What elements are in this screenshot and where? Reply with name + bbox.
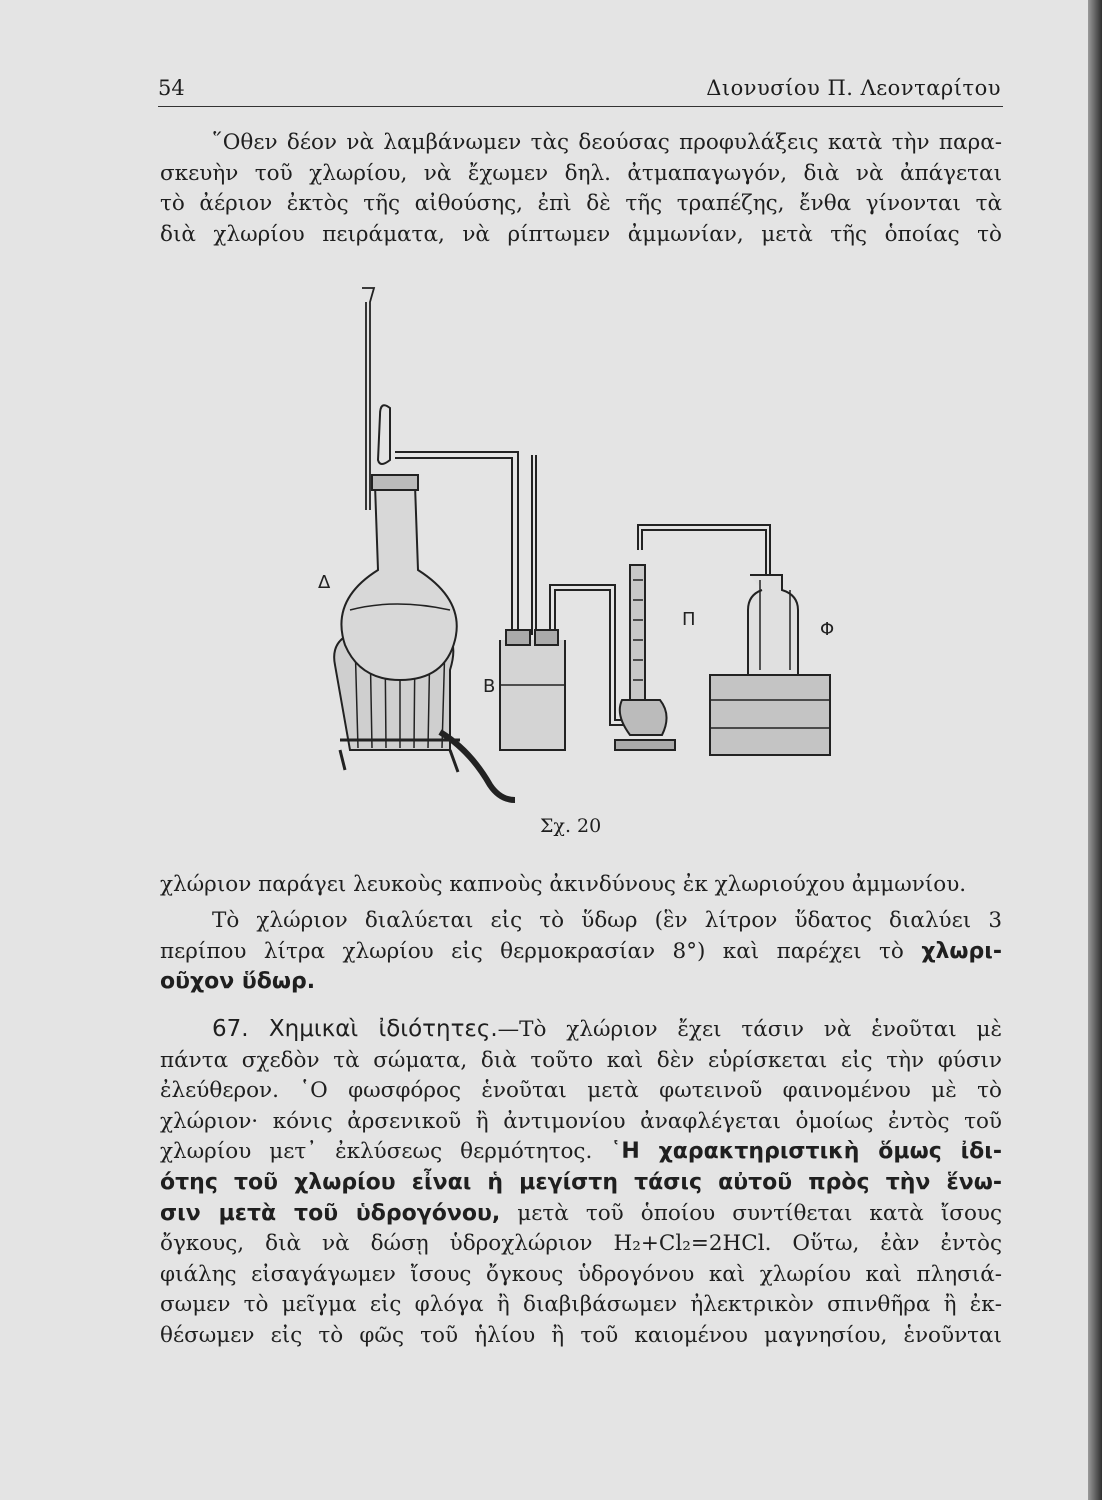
text-line: διὰ χλωρίου πειράματα, νὰ ρίπτωμεν ἀμμωνίαν, μετὰ τῆς ὁποίας τὸ — [160, 221, 1002, 247]
text-line — [160, 937, 1002, 968]
chlorine-apparatus-figure — [300, 280, 860, 820]
paragraph-4 — [160, 1014, 1002, 1352]
text-line: τὸ ἀέριον ἐκτὸς τῆς αἰθούσης, ἐπὶ δὲ τῆς τραπέζης, ἔνθα γίνονται τὰ — [160, 191, 1002, 217]
text-line: σωμεν τὸ μεῖγμα εἰς φλόγα ἢ διαβιβάσωμεν ἠλεκτρικὸν σπινθῆρα ἢ ἐκ- — [160, 1292, 1002, 1318]
text-line — [160, 1137, 1002, 1168]
bold-term: χλωρι- — [921, 938, 1002, 964]
bold-text: σιν μετὰ τοῦ ὑδρογόνου, — [160, 1200, 501, 1226]
text-line: σκευὴν τοῦ χλωρίου, νὰ ἔχωμεν δηλ. ἀτμαπαγωγόν, διὰ νὰ ἀπάγεται — [160, 160, 1002, 186]
figure-caption: Σχ. 20 — [540, 815, 602, 837]
page-header — [158, 72, 1003, 107]
bold-term: οῦχον ὕδωρ. — [160, 969, 316, 995]
paragraph-2 — [160, 870, 1002, 901]
text-segment: περίπου λίτρα χλωρίου εἰς θερμοκρασίαν 8°) καὶ παρέχει τὸ — [160, 938, 922, 964]
text-line: Τὸ χλώριον διαλύεται εἰς τὸ ὕδωρ (ἓν λίτρον ὕδατος διαλύει 3 — [212, 908, 1002, 933]
text-segment: μετὰ τοῦ ὁποίου συντίθεται κατὰ ἴσους — [500, 1200, 1003, 1226]
label-tower: Π — [682, 609, 696, 630]
text-line: ὄγκους, διὰ νὰ δώσῃ ὑδροχλώριον H₂+Cl₂=2HCl. Οὕτω, ἐὰν ἐντὸς — [160, 1231, 1002, 1257]
text-line: χλώριον· κόνις ἀρσενικοῦ ἢ ἀντιμονίου ἀναφλέγεται ὁμοίως ἐντὸς τοῦ — [160, 1108, 1002, 1134]
page-edge-shadow — [1088, 0, 1102, 1500]
page-number: 54 — [158, 76, 185, 100]
paragraph-3 — [160, 906, 1002, 998]
text-line — [160, 967, 1002, 998]
text-line: ότης τοῦ χλωρίου εἶναι ἡ μεγίστη τάσις αὐτοῦ πρὸς τὴν ἕνω- — [160, 1169, 1002, 1195]
text-line: φιάλης εἰσαγάγωμεν ἴσους ὄγκους ὑδρογόνου καὶ χλωρίου καὶ πλησιά- — [160, 1261, 1002, 1287]
label-bottle: Φ — [820, 619, 835, 640]
label-washer: Β — [483, 676, 496, 697]
collecting-bottle — [710, 575, 830, 755]
thermometer — [532, 455, 536, 635]
paragraph-1 — [160, 128, 1002, 250]
bold-text: ῾Η χαρακτηριστικὴ ὅμως ἰδι- — [610, 1139, 1002, 1165]
text-line — [160, 1199, 1002, 1230]
text-line — [160, 1014, 1002, 1046]
text-line: χλώριον παράγει λευκοὺς καπνοὺς ἀκινδύνους ἐκ χλωριούχου ἀμμωνίου. — [160, 872, 967, 897]
round-bottom-flask — [341, 475, 456, 680]
section-heading: 67. Χημικαὶ ἰδιότητες. — [212, 1016, 498, 1042]
text-segment: —Τὸ χλώριον ἔχει τάσιν νὰ ἑνοῦται μὲ — [497, 1017, 1002, 1042]
text-line: ῞Οθεν δέον νὰ λαμβάνωμεν τὰς δεούσας προφυλάξεις κατὰ τὴν παρα- — [212, 130, 1002, 155]
running-head: Διονυσίου Π. Λεονταρίτου — [706, 76, 1001, 100]
text-line: ἐλεύθερον. ῾Ο φωσφόρος ἑνοῦται μετὰ φωτεινοῦ φαινομένου μὲ τὸ — [160, 1078, 1002, 1104]
text-line: πάντα σχεδὸν τὰ σώματα, διὰ τοῦτο καὶ δὲν εὑρίσκεται εἰς τὴν φύσιν — [160, 1047, 1002, 1073]
wash-bottle — [500, 585, 640, 750]
text-segment: χλωρίου μετ᾿ ἐκλύσεως θερμότητος. — [160, 1139, 611, 1165]
label-flask: Δ — [318, 572, 331, 593]
text-line: θέσωμεν εἰς τὸ φῶς τοῦ ἡλίου ἢ τοῦ καιομένου μαγνησίου, ἑνοῦνται — [160, 1322, 1002, 1348]
